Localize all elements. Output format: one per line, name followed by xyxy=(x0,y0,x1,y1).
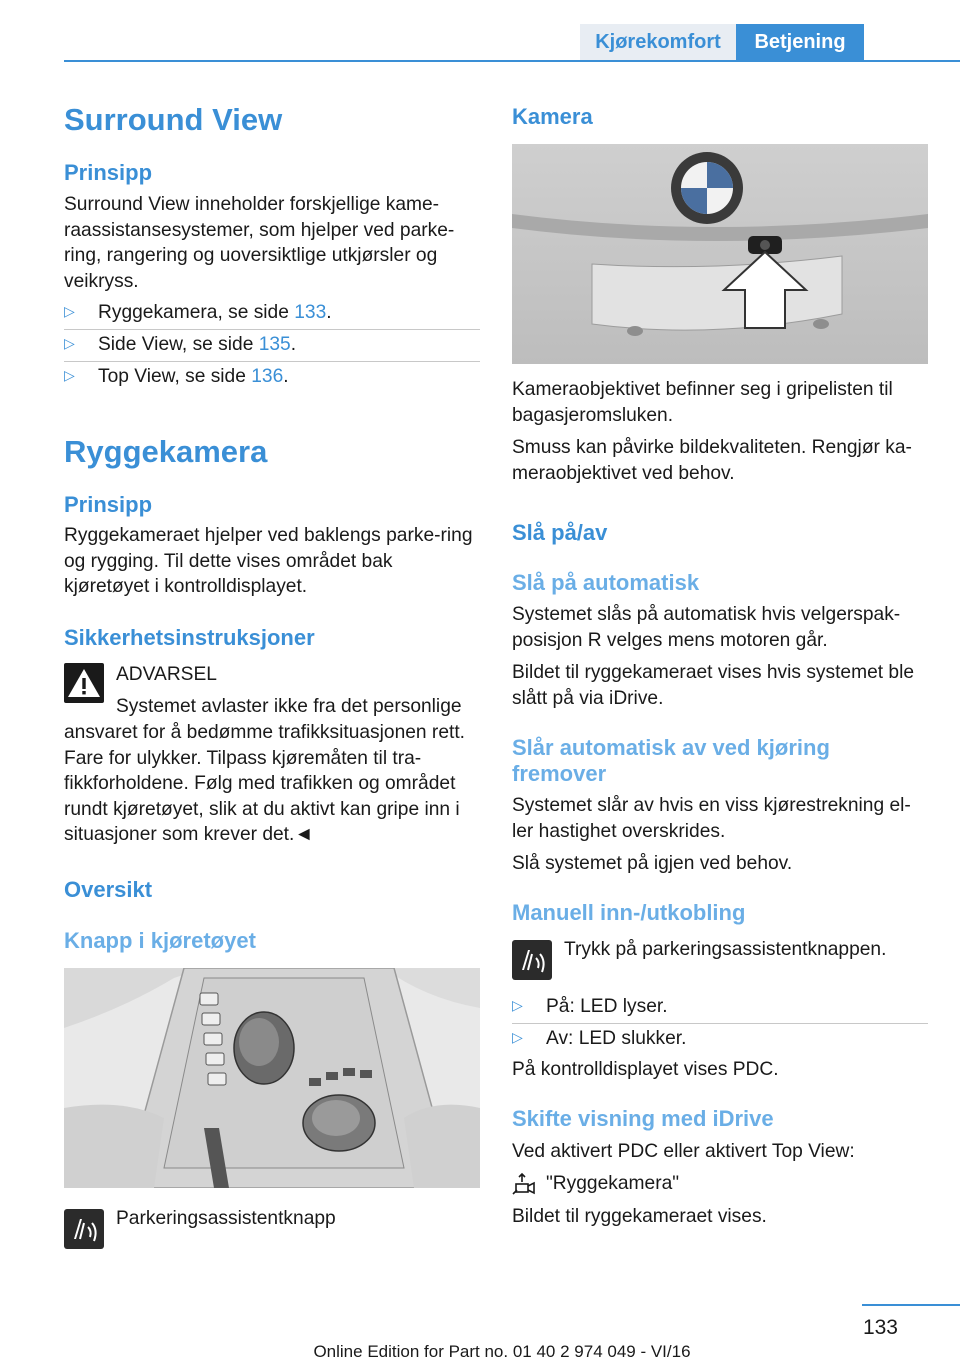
heading-slaa-paa-automatisk: Slå på automatisk xyxy=(512,570,700,595)
result-text: Bildet til ryggekameraet vises. xyxy=(512,1206,767,1227)
warning-text-first-line: Systemet avlaster ikke fra det personlige xyxy=(116,696,462,717)
button-caption: Parkeringsassistentknapp xyxy=(116,1208,336,1229)
heading-kamera: Kamera xyxy=(512,104,593,129)
heading-skifte-visning: Skifte visning med iDrive xyxy=(512,1106,774,1131)
heading-sikkerhetsinstruksjoner: Sikkerhetsinstruksjoner xyxy=(64,625,315,650)
divider xyxy=(64,329,480,330)
kamera-location-text: Kameraobjektivet befinner seg i gripelisten til bagasjeromsluken. xyxy=(512,379,893,426)
kamera-dirt-text: Smuss kan påvirke bildekvaliteten. Rengjør ka-meraobjektivet ved behov. xyxy=(512,437,912,484)
heading-knapp: Knapp i kjøretøyet xyxy=(64,928,256,953)
heading-oversikt: Oversikt xyxy=(64,877,153,902)
heading-prinsipp-rygg: Prinsipp xyxy=(64,492,153,517)
warning-text: ansvaret for å bedømme trafikksituasjonen rett. Fare for ulykker. Tilpass kjøremåten til tra-fikkforholdene. Følg med trafikken og området rundt kjøretøyet, slik at du aktivt kan gripe inn i situasjoner som krever det.◄ xyxy=(64,722,465,845)
warning-label: ADVARSEL xyxy=(116,664,217,685)
auto-on-text: Systemet slås på automatisk hvis velgerspak-posisjon R velges mens motoren går. xyxy=(512,604,901,651)
divider xyxy=(512,1023,928,1024)
ryggekamera-description: Ryggekameraet hjelper ved baklengs parke-ring og rygging. Til dette vises området bak kjøretøyet i kontrolldisplayet. xyxy=(64,525,473,597)
page-link-135[interactable]: 135 xyxy=(258,334,291,355)
bullet-side-view: ▷ Side View, se side 135. xyxy=(64,331,296,358)
bullet-led-off: ▷ Av: LED slukker. xyxy=(512,1025,686,1052)
skifte-text: Ved aktivert PDC eller aktivert Top View: xyxy=(512,1141,855,1162)
edition-footer: Online Edition for Part no. 01 40 2 974 049 - VI/16 xyxy=(313,1342,691,1361)
heading-manuell: Manuell inn-/utkobling xyxy=(512,900,746,925)
reverse-camera-icon xyxy=(512,1172,538,1198)
manuell-text: Trykk på parkeringsassistentknappen. xyxy=(564,939,887,960)
heading-surround-view: Surround View xyxy=(64,102,283,137)
bullet-arrow-icon: ▷ xyxy=(64,367,75,383)
bullet-led-on: ▷ På: LED lyser. xyxy=(512,993,668,1020)
divider xyxy=(64,361,480,362)
heading-slaa-paa-av: Slå på/av xyxy=(512,520,608,545)
section-tab-betjening[interactable]: Betjening xyxy=(736,24,864,61)
pdc-text: På kontrolldisplayet vises PDC. xyxy=(512,1059,779,1080)
parking-assist-button-icon xyxy=(512,940,552,980)
section-tab-kjorekomfort[interactable]: Kjørekomfort xyxy=(580,24,736,61)
camera-location-image xyxy=(512,144,928,364)
bullet-arrow-icon: ▷ xyxy=(512,997,523,1013)
auto-off-text: Systemet slår av hvis en viss kjørestrekning el-ler hastighet overskrides. xyxy=(512,795,911,842)
page-link-136[interactable]: 136 xyxy=(251,366,284,387)
footer-rule xyxy=(862,1304,960,1306)
turn-on-again-text: Slå systemet på igjen ved behov. xyxy=(512,853,793,874)
warning-icon xyxy=(64,663,104,703)
parking-assist-icon xyxy=(64,1209,104,1249)
heading-prinsipp-surround: Prinsipp xyxy=(64,160,153,185)
bullet-arrow-icon: ▷ xyxy=(512,1029,523,1045)
page-header xyxy=(0,0,960,62)
surround-description: Surround View inneholder forskjellige kame-raassistansesystemer, som hjelper ved parke-ring, rangering og uoversiktlige utkjørsler og veikryss. xyxy=(64,194,455,292)
bullet-arrow-icon: ▷ xyxy=(64,303,75,319)
bullet-top-view: ▷ Top View, se side 136. xyxy=(64,363,289,390)
header-rule xyxy=(64,60,960,62)
center-console-image xyxy=(64,968,480,1188)
idrive-on-text: Bildet til ryggekameraet vises hvis systemet ble slått på via iDrive. xyxy=(512,662,915,709)
menu-item-ryggekamera[interactable]: "Ryggekamera" xyxy=(546,1173,680,1194)
bullet-arrow-icon: ▷ xyxy=(64,335,75,351)
page-link-133[interactable]: 133 xyxy=(294,302,327,323)
page-number: 133 xyxy=(862,1316,898,1339)
bullet-ryggekamera: ▷ Ryggekamera, se side 133. xyxy=(64,299,332,326)
heading-slaar-av-fremover: Slår automatisk av ved kjøring fremover xyxy=(512,735,830,786)
heading-ryggekamera: Ryggekamera xyxy=(64,434,268,469)
